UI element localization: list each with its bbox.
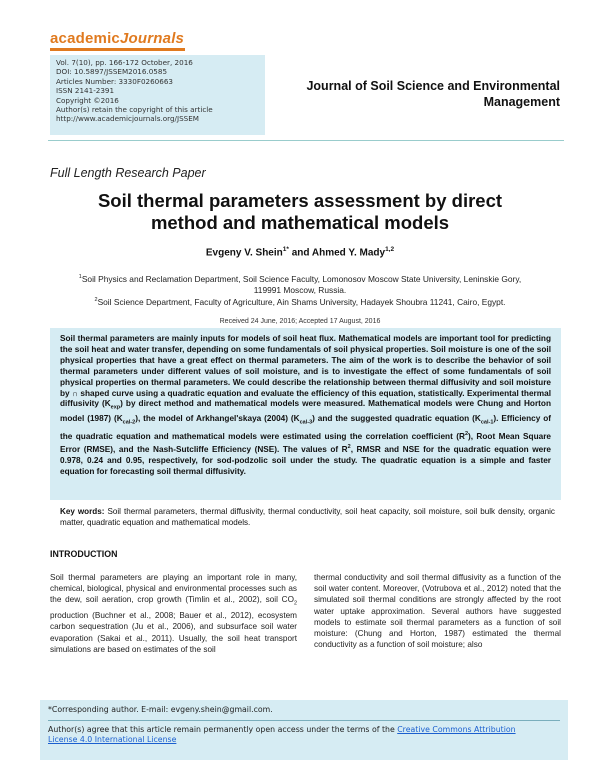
publisher-logo	[50, 30, 184, 47]
paper-type: Full Length Research Paper	[50, 166, 206, 180]
info-copyright: Copyright ©2016	[56, 95, 119, 105]
info-issn: ISSN 2141-2391	[56, 86, 115, 96]
affiliation-2-sup: 2	[94, 297, 98, 303]
logo-text-academic: academic	[50, 30, 120, 47]
affiliation-1-line2: 119991 Moscow, Russia.	[253, 284, 347, 295]
keywords-label: Key words:	[60, 507, 105, 516]
journal-title-line2: Management	[483, 95, 560, 109]
author-2-sup: 1,2	[385, 246, 395, 253]
info-retain: Author(s) retain the copyright of this article	[56, 105, 213, 115]
intro-column-left: Soil thermal parameters are playing an important role in many, chemical, biological, physical and environmental processes such as the dew, soil aeration, crop growth (Timlin et al., 2002), soil $CO_2$ production (Buchner et al., 2008; Bauer et al., 2012), ecosystem carbon sequestration (Ju et al., 2006), and subsurface soil water evaporation (Sakai et al., 2011). Usually, the soil heat transport simulations are based on estimates of the soil	[50, 573, 297, 654]
paper-title	[60, 190, 540, 234]
info-article-number: Articles Number: 3330F0260663	[56, 76, 173, 86]
abstract-box	[50, 328, 561, 500]
logo-underline	[50, 48, 185, 51]
license-link-cc[interactable]: Creative Commons Attribution	[397, 724, 516, 734]
license-link-international[interactable]: License 4.0 International License	[48, 735, 177, 744]
affiliation-2	[50, 295, 550, 308]
corresponding-author: *Corresponding author. E-mail: evgeny.shein@gmail.com.	[48, 705, 273, 714]
header-divider	[48, 140, 564, 141]
journal-title-line1: Journal of Soil Science and Environmental	[306, 79, 560, 93]
affiliation-1-line1: Soil Physics and Reclamation Department, Soil Science Faculty, Lomonosov Moscow State University, Leninskie Gory,	[81, 273, 522, 284]
info-volume: Vol. 7(10), pp. 166-172 October, 2016	[56, 58, 193, 67]
journal-title	[278, 78, 560, 110]
license-statement: Author(s) agree that this article remain permanently open access under the terms of the Creative Commons Attribution License 4.0 International License	[48, 724, 516, 744]
author-list	[60, 246, 540, 258]
keywords	[60, 507, 555, 529]
intro-column-right: thermal conductivity and soil thermal diffusivity as a function of the soil water content. Moreover, (Votrubova et al., 2012) noted that the simulated soil thermal conditions are strongly affected by the root water uptake approximation. Several authors have suggested models to estimate soil thermal parameters as a function of soil moisture: (Chung and Horton, 1987) estimated the thermal conductivity as a function of soil moisture; also	[314, 573, 561, 650]
article-info-box	[50, 55, 265, 135]
author-1: Evgeny V. Shein	[205, 247, 283, 259]
title-line1: Soil thermal parameters assessment by direct	[97, 190, 503, 211]
introduction-heading: INTRODUCTION	[50, 549, 118, 559]
title-line2: method and mathematical models	[150, 212, 450, 233]
affiliation-1	[50, 272, 550, 296]
info-url[interactable]: http://www.academicjournals.org/JSSEM	[56, 114, 199, 124]
footer-divider	[48, 720, 560, 721]
abstract-text: Soil thermal parameters are mainly inputs for models of soil heat flux. Mathematical models are important tool for predicting the soil heat and water transfer, depending on some fundamentals of soil physical properties. Soil moisture is one of the soil physical properties that have a great effect on thermal parameters. The aim of the work is to describe the behavior of soil thermal parameters under different values of soil moisture, and is to investigate the effect of some fundamentals of soil physical properties on thermal parameters. We could describe the relationship between thermal diffusivity and soil moisture by ∩ shaped curve using a quadratic equation and evaluate the efficiency of this equation, statistically. Experimental thermal diffusivity $(K_{exp})$ by direct method and mathematical models were measured. Mathematical models were Chung and Horton model (1987) $(K_{cal-2})$, the model of Arkhangel'skaya (2004) $(K_{cal-3})$ and the suggested quadratic equation $(K_{cal-1})$. Efficiency of the quadratic equation and mathematical models were estimated using the correlation coefficient $(R^2)$, Root Mean Square Error (RMSE), and the Nash-Sutcliffe Efficiency (NSE). The values of $R^2$, RMSR and NSE for the quadratic equation were 0.978, 0.24 and 0.95, respectively, for sod-podzolic soil under the study. The quadratic equation is a simple and faster equation for forecasting soil thermal diffusivity.	[60, 334, 552, 476]
footer-box	[40, 700, 568, 760]
logo-text-journals: Journals	[119, 30, 185, 47]
author-and: and	[288, 247, 312, 259]
info-doi: DOI: 10.5897/JSSEM2016.0585	[56, 67, 168, 77]
affiliation-2-text: Soil Science Department, Faculty of Agriculture, Ain Shams University, Hadayek Shoubra 11241, Cairo, Egypt.	[97, 296, 506, 307]
author-2: Ahmed Y. Mady	[311, 247, 386, 259]
received-accepted-dates: Received 24 June, 2016; Accepted 17 August, 2016	[219, 318, 381, 325]
author-1-sup: 1*	[282, 246, 289, 253]
affiliation-1-sup: 1	[78, 274, 82, 280]
keywords-text: Soil thermal parameters, thermal diffusivity, thermal conductivity, soil heat capacity, soil moisture, soil bulk density, organic matter, quadratic equation and mathematical models.	[60, 507, 555, 527]
